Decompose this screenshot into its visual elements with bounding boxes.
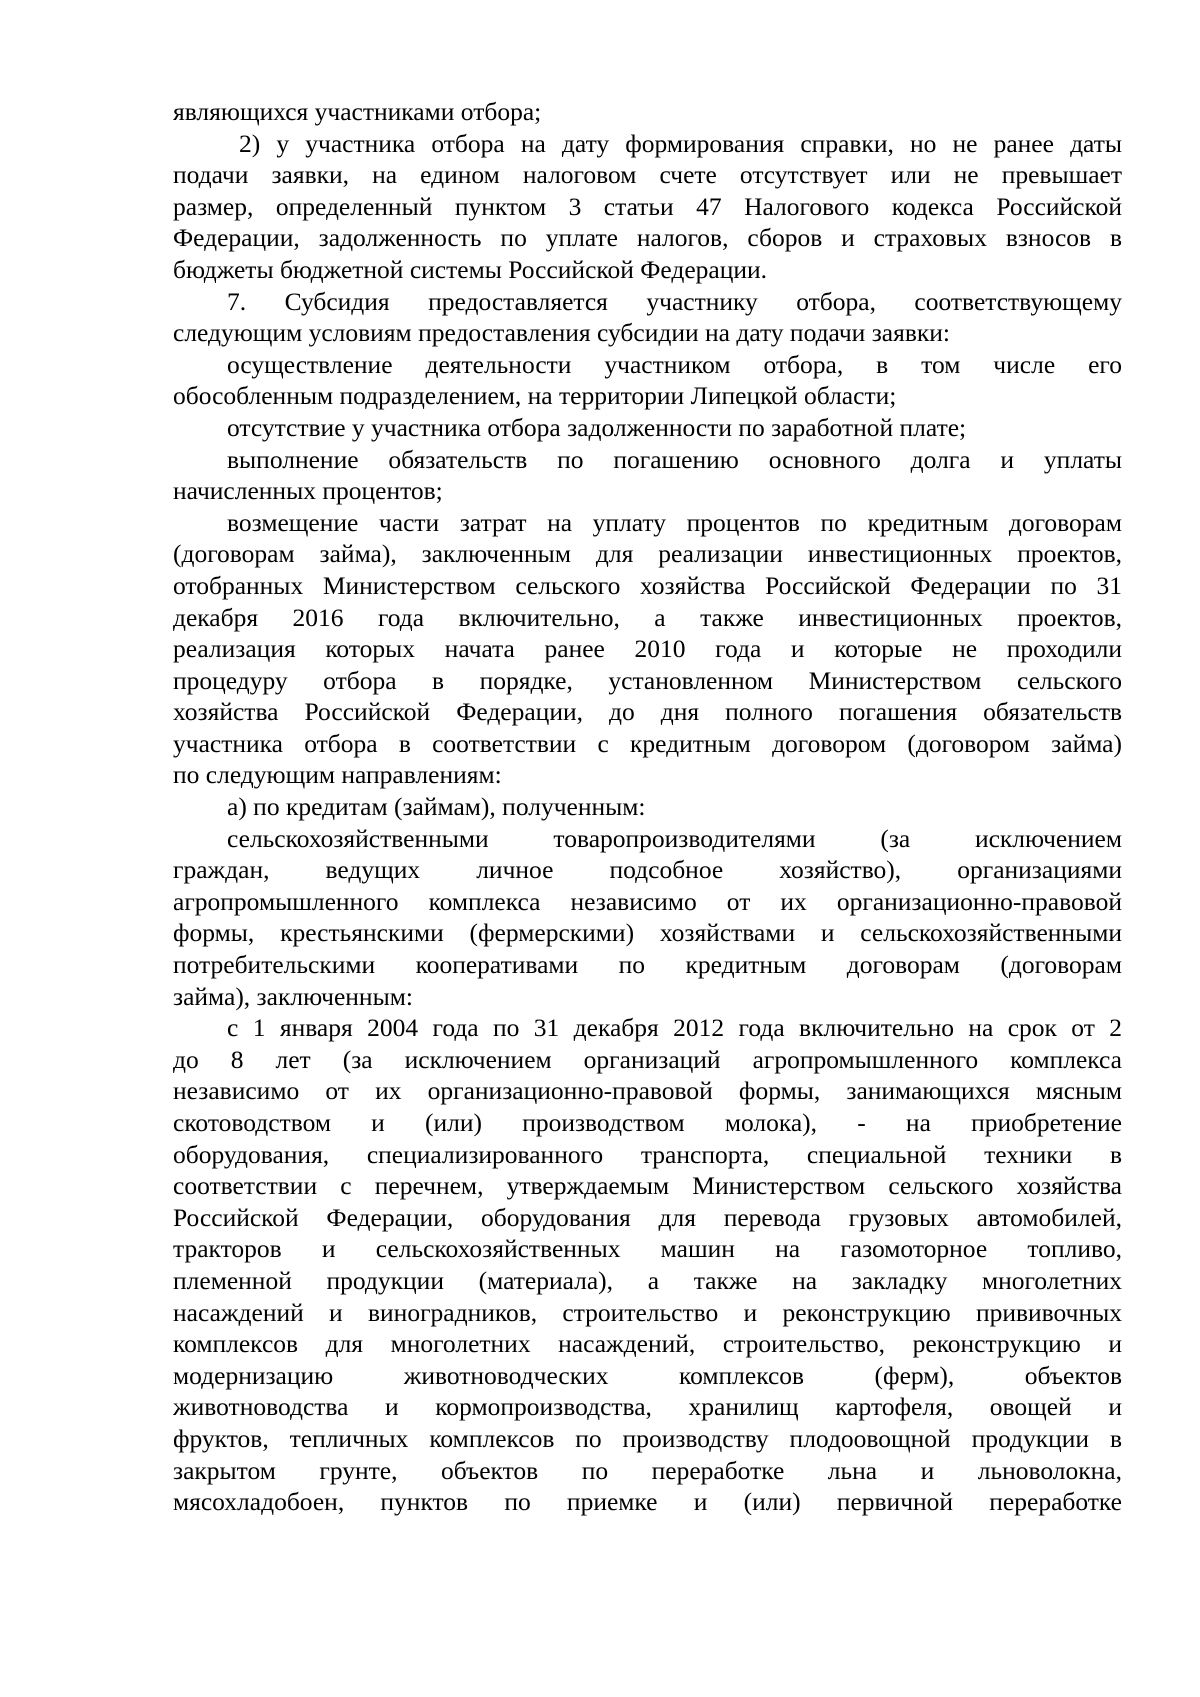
text-line: животноводства и кормопроизводства, хранилищ картофеля, овощей и <box>173 1392 1122 1422</box>
text-line: с 1 января 2004 года по 31 декабря 2012 года включительно на срок от 2 <box>227 1013 1122 1043</box>
text-line: выполнение обязательств по погашению основного долга и уплаты <box>227 444 1122 474</box>
text-line: подачи заявки, на едином налоговом счете отсутствует или не превышает <box>173 160 1122 190</box>
text-line: декабря 2016 года включительно, а также инвестиционных проектов, <box>173 602 1122 632</box>
text-line: (договорам займа), заключенным для реализации инвестиционных проектов, <box>173 539 1122 569</box>
text-line: сельскохозяйственными товаропроизводителями (за исключением <box>227 823 1122 853</box>
text-line: тракторов и сельскохозяйственных машин на газомоторное топливо, <box>173 1234 1122 1264</box>
text-line: отсутствие у участника отбора задолженности по заработной плате; <box>227 412 967 442</box>
text-line: бюджеты бюджетной системы Российской Федерации. <box>173 254 768 284</box>
text-line: племенной продукции (материала), а также на закладку многолетних <box>173 1265 1122 1295</box>
text-line: модернизацию животноводческих комплексов (ферм), объектов <box>173 1360 1122 1390</box>
text-line: по следующим направлениям: <box>173 760 502 790</box>
text-line: размер, определенный пунктом 3 статьи 47 Налогового кодекса Российской <box>173 191 1122 221</box>
text-line: обособленным подразделением, на территории Липецкой области; <box>173 381 897 411</box>
text-line: реализация которых начата ранее 2010 года и которые не проходили <box>173 634 1122 664</box>
text-line: 7. Субсидия предоставляется участнику отбора, соответствующему <box>227 286 1122 316</box>
text-line: следующим условиям предоставления субсидии на дату подачи заявки: <box>173 318 950 348</box>
document-body-text <box>173 96 1122 1518</box>
text-line: до 8 лет (за исключением организаций агропромышленного комплекса <box>173 1044 1122 1074</box>
text-line: агропромышленного комплекса независимо от их организационно-правовой <box>173 886 1122 916</box>
text-line: насаждений и виноградников, строительство и реконструкцию прививочных <box>173 1297 1122 1327</box>
text-line: процедуру отбора в порядке, установленном Министерством сельского <box>173 665 1122 695</box>
text-line: Российской Федерации, оборудования для перевода грузовых автомобилей, <box>173 1202 1122 1232</box>
text-line: комплексов для многолетних насаждений, строительство, реконструкцию и <box>173 1329 1122 1359</box>
text-line: 2) у участника отбора на дату формирования справки, но не ранее даты <box>239 128 1122 158</box>
text-line: граждан, ведущих личное подсобное хозяйство), организациями <box>173 855 1122 885</box>
text-line: являющихся участниками отбора; <box>173 97 542 126</box>
text-line: займа), заключенным: <box>173 981 413 1011</box>
text-line: независимо от их организационно-правовой формы, занимающихся мясным <box>173 1076 1122 1106</box>
text-line: мясохладобоен, пунктов по приемке и (или) первичной переработке <box>173 1487 1122 1517</box>
text-line: отобранных Министерством сельского хозяйства Российской Федерации по 31 <box>173 570 1122 600</box>
text-line: возмещение части затрат на уплату процентов по кредитным договорам <box>227 507 1122 537</box>
text-line: фруктов, тепличных комплексов по производству плодоовощной продукции в <box>173 1423 1122 1453</box>
text-line: формы, крестьянскими (фермерскими) хозяйствами и сельскохозяйственными <box>173 918 1122 948</box>
text-line: осуществление деятельности участником отбора, в том числе его <box>227 349 1122 379</box>
text-line: хозяйства Российской Федерации, до дня полного погашения обязательств <box>173 697 1122 727</box>
text-line: участника отбора в соответствии с кредитным договором (договором займа) <box>173 728 1122 758</box>
text-line: оборудования, специализированного транспорта, специальной техники в <box>173 1139 1122 1169</box>
text-line: соответствии с перечнем, утверждаемым Министерством сельского хозяйства <box>173 1171 1122 1201</box>
text-line: начисленных процентов; <box>173 476 443 506</box>
text-line: Федерации, задолженность по уплате налогов, сборов и страховых взносов в <box>173 223 1122 253</box>
text-line: скотоводством и (или) производством молока), - на приобретение <box>173 1108 1122 1137</box>
text-line: а) по кредитам (займам), полученным: <box>227 792 646 822</box>
text-line: потребительскими кооперативами по кредитным договорам (договорам <box>173 950 1122 980</box>
text-line: закрытом грунте, объектов по переработке льна и льноволокна, <box>173 1455 1122 1485</box>
